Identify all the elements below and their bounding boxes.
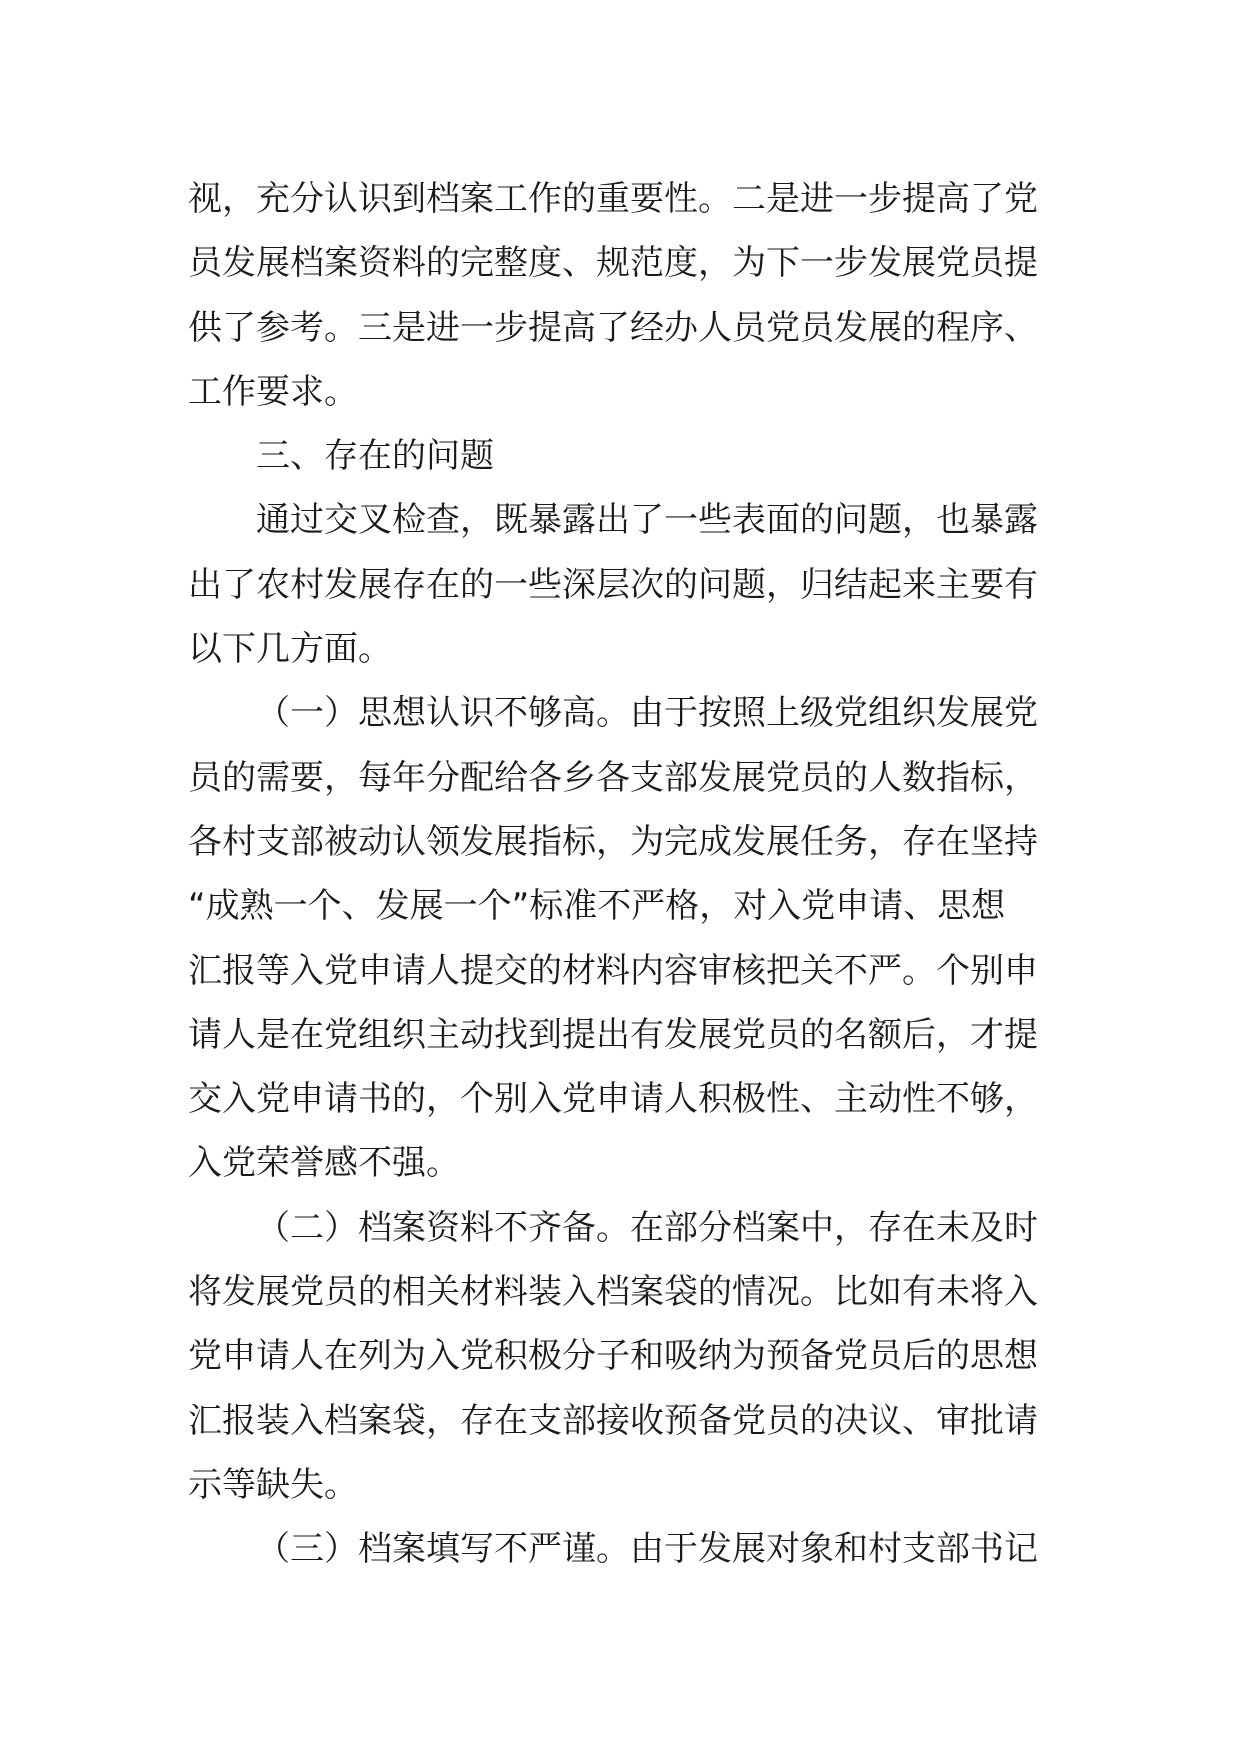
text-line: 请人是在党组织主动找到提出有发展党员的名额后，才提: [188, 1014, 1038, 1055]
subsection-heading-line: （一）思想认识不够高。由于按照上级党组织发展党: [256, 693, 1038, 734]
text-line: 各村支部被动认领发展指标，为完成发展任务，存在坚持: [188, 821, 1038, 862]
text-line: 工作要求。: [188, 371, 358, 412]
section-heading: 三、存在的问题: [256, 436, 494, 477]
text-line: “成熟一个、发展一个”标准不严格，对入党申请、思想: [188, 886, 1006, 927]
subsection-heading-line: （三）档案填写不严谨。由于发展对象和村支部书记: [256, 1529, 1038, 1570]
text-line: 汇报等入党申请人提交的材料内容审核把关不严。个别申: [188, 950, 1038, 991]
text-line: 党申请人在列为入党积极分子和吸纳为预备党员后的思想: [188, 1336, 1038, 1377]
text-line: 以下几方面。: [188, 629, 392, 670]
text-line: 出了农村发展存在的一些深层次的问题，归结起来主要有: [188, 564, 1038, 605]
text-line: 示等缺失。: [188, 1464, 358, 1505]
text-line: 通过交叉检查，既暴露出了一些表面的问题，也暴露: [256, 500, 1038, 541]
text-line: 员发展档案资料的完整度、规范度，为下一步发展党员提: [188, 243, 1038, 284]
text-line: 员的需要，每年分配给各乡各支部发展党员的人数指标，: [188, 757, 1038, 798]
document-body: [188, 167, 1058, 1582]
text-line: 汇报装入档案袋，存在支部接收预备党员的决议、审批请: [188, 1400, 1038, 1441]
text-line: 视，充分认识到档案工作的重要性。二是进一步提高了党: [188, 179, 1038, 219]
text-line: 入党荣誉感不强。: [188, 1143, 460, 1184]
text-line: 将发展党员的相关材料装入档案袋的情况。比如有未将入: [188, 1272, 1038, 1313]
text-line: 供了参考。三是进一步提高了经办人员党员发展的程序、: [188, 307, 1038, 348]
text-line: 交入党申请书的，个别入党申请人积极性、主动性不够，: [188, 1079, 1038, 1120]
subsection-heading-line: （二）档案资料不齐备。在部分档案中，存在未及时: [256, 1207, 1038, 1248]
